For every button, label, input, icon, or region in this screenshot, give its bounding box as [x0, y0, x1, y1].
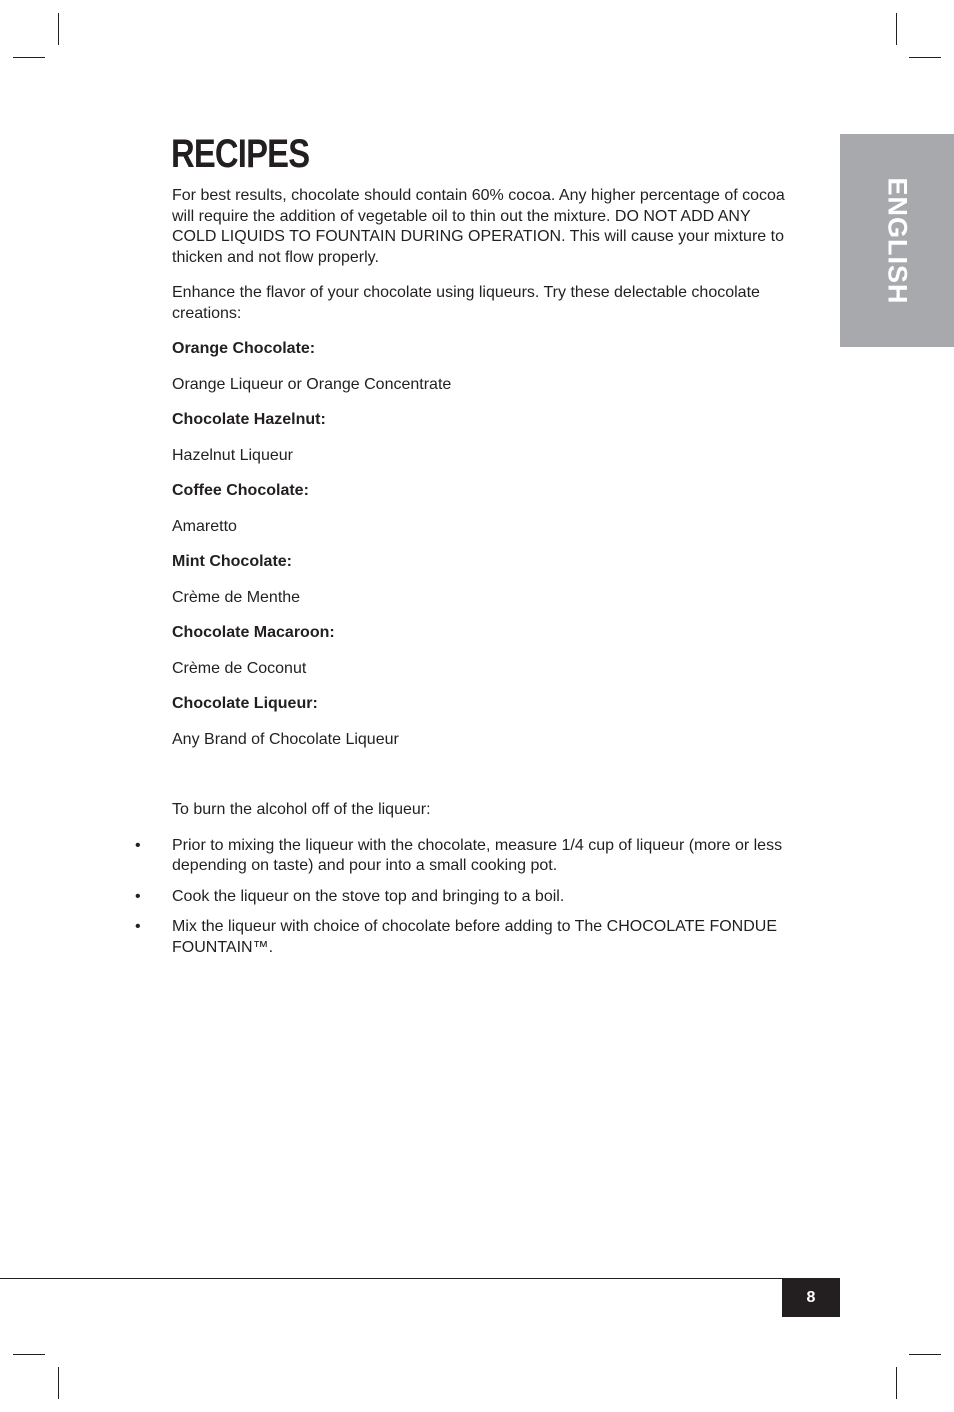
recipe-name: Chocolate Macaroon:: [172, 624, 335, 641]
language-tab-label: ENGLISH: [882, 176, 913, 305]
recipe-description: Crème de Menthe: [172, 588, 301, 606]
list-item: [135, 887, 792, 908]
recipe-description: Crème de Coconut: [172, 659, 307, 677]
burn-intro: To burn the alcohol off of the liqueur:: [172, 801, 431, 818]
intro-paragraph: For best results, chocolate should contain 60% cocoa. Any higher percentage of cocoa will require the addition of vegetable oil to thin out the mixture. DO NOT ADD ANY COLD LIQUIDS TO FOUNTAIN DURING OPERATION. This will cause your mixture to thicken and not flow properly.: [172, 187, 785, 266]
recipe-description: Any Brand of Chocolate Liqueur: [172, 730, 399, 748]
crop-mark: [909, 1354, 941, 1355]
crop-mark: [13, 1354, 45, 1355]
recipe-description: Orange Liqueur or Orange Concentrate: [172, 375, 452, 393]
page-number-label: 8: [806, 1288, 816, 1306]
recipe-name: Chocolate Hazelnut:: [172, 411, 326, 428]
language-tab: [840, 134, 954, 347]
footer-rule: [0, 1278, 840, 1279]
burn-steps-list: [135, 836, 792, 959]
recipes-content: [135, 186, 792, 968]
recipe-description: Hazelnut Liqueur: [172, 446, 293, 464]
crop-mark: [896, 13, 897, 45]
step-text: Prior to mixing the liqueur with the chocolate, measure 1/4 cup of liqueur (more or less depending on taste) and pour into a small cooking pot.: [172, 836, 783, 874]
page-title: RECIPES: [171, 132, 310, 176]
bullet-icon: •: [135, 887, 141, 905]
recipe-name: Chocolate Liqueur:: [172, 695, 318, 712]
recipe-name: Mint Chocolate:: [172, 553, 292, 570]
recipe-description: Amaretto: [172, 517, 237, 535]
bullet-icon: •: [135, 836, 141, 854]
recipe-name: Coffee Chocolate:: [172, 482, 309, 499]
list-item: [135, 836, 792, 877]
step-text: Cook the liqueur on the stove top and bringing to a boil.: [172, 887, 565, 905]
crop-mark: [58, 13, 59, 45]
recipe-name: Orange Chocolate:: [172, 340, 316, 357]
intro-paragraph: Enhance the flavor of your chocolate using liqueurs. Try these delectable chocolate creations:: [172, 284, 760, 322]
step-text: Mix the liqueur with choice of chocolate before adding to The CHOCOLATE FONDUE FOUNTAIN™.: [172, 918, 778, 956]
crop-mark: [13, 57, 45, 58]
crop-mark: [58, 1367, 59, 1399]
crop-mark: [896, 1367, 897, 1399]
page-number: [782, 1278, 840, 1317]
list-item: [135, 917, 792, 958]
crop-mark: [909, 57, 941, 58]
bullet-icon: •: [135, 918, 141, 935]
